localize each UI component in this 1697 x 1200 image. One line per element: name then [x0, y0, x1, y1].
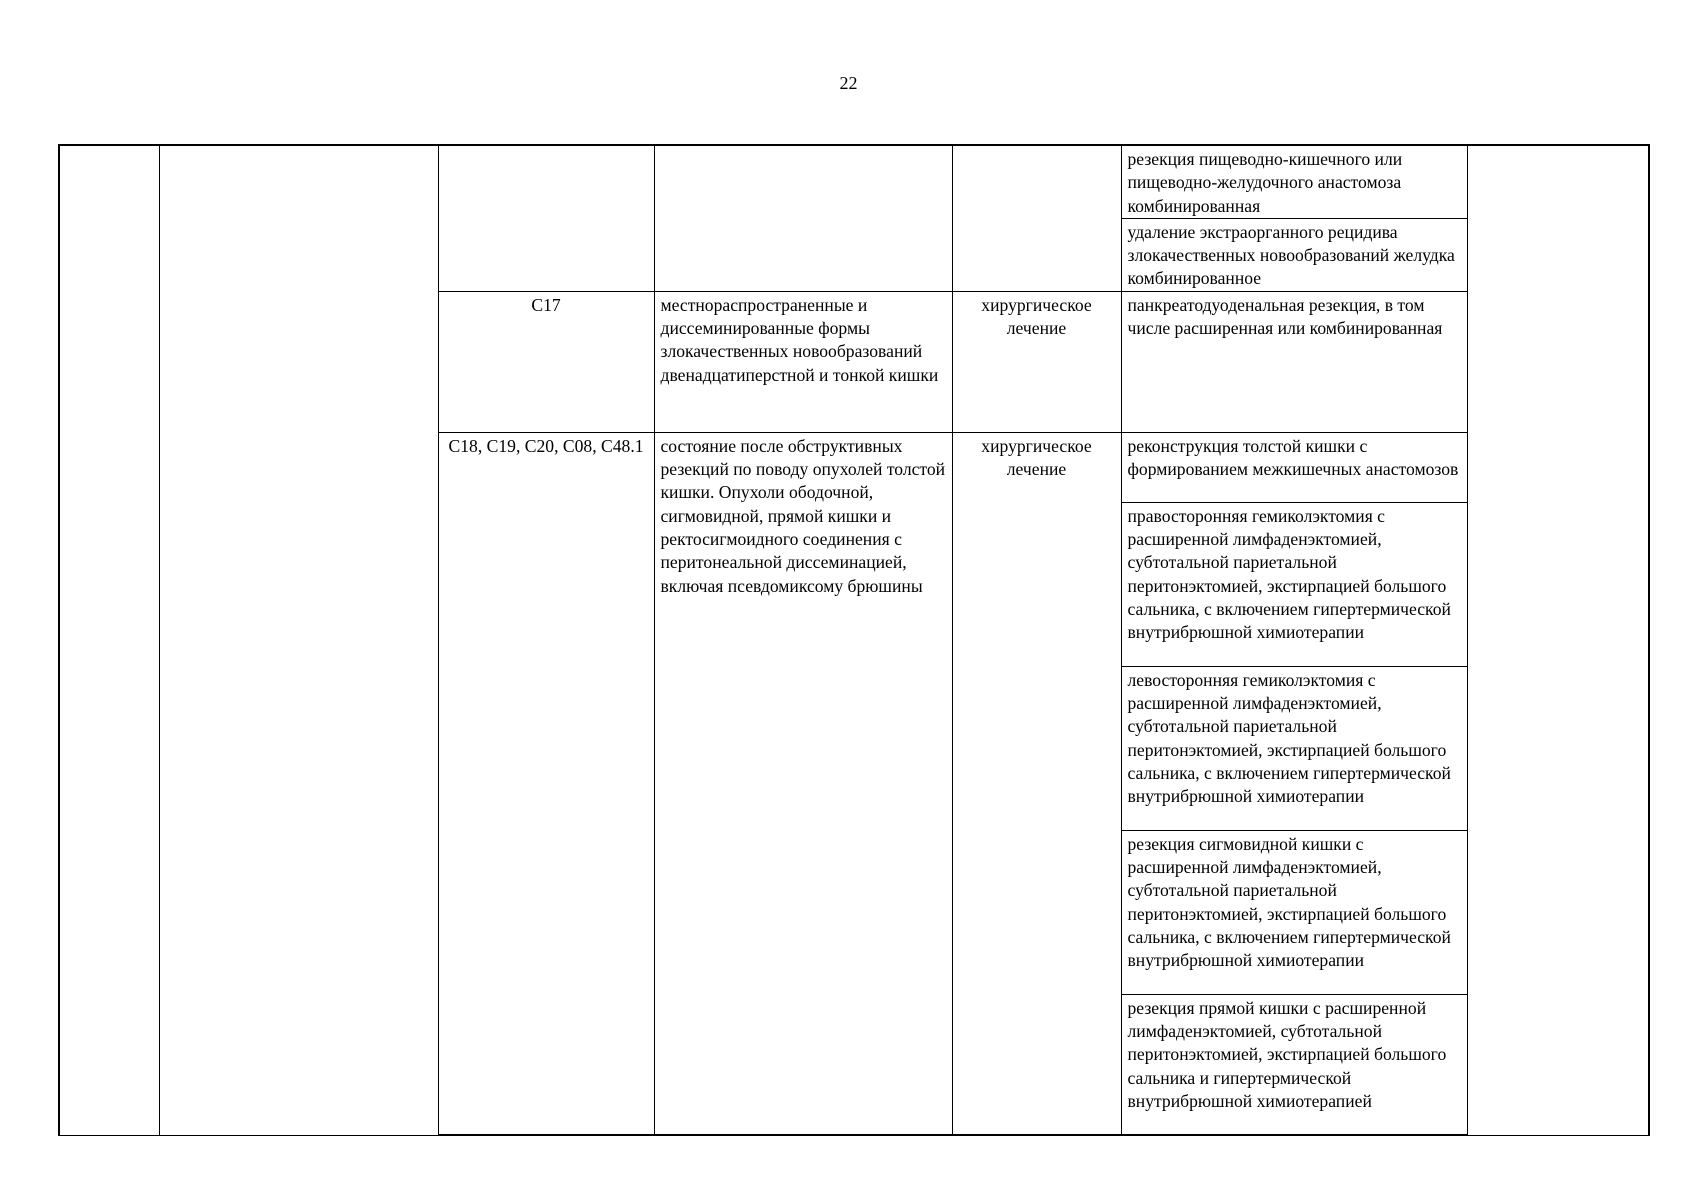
- cell-treatment: хирургическое лечение: [952, 291, 1121, 432]
- page-number: 22: [839, 73, 858, 93]
- services-table: [58, 144, 1650, 1136]
- cell-method: правосторонняя гемиколэктомия с расширенной лимфаденэктомией, субтотальной париетальной перитонэктомией, экстирпацией большого сальника, с включением гипертермической внутрибрюшной химиотерапии: [1121, 502, 1467, 666]
- cell-method: резекция пищеводно-кишечного или пищеводно-желудочного анастомоза комбинированная: [1121, 145, 1467, 218]
- cell-method: удаление экстраорганного рецидива злокачественных новообразований желудка комбинированное: [1121, 218, 1467, 291]
- cell-code: C17: [438, 291, 654, 432]
- cell-method: резекция прямой кишки с расширенной лимфаденэктомией, субтотальной перитонэктомией, экстирпацией большого сальника и гипертермической внутрибрюшной химиотерапией: [1121, 994, 1467, 1135]
- table-row: [59, 145, 1649, 218]
- cell-code: C18, C19, C20, C08, C48.1: [438, 432, 654, 1135]
- cell-model: местнораспространенные и диссеминированные формы злокачественных новообразований двенадцатиперстной и тонкой кишки: [654, 291, 952, 432]
- cell-treatment: хирургическое лечение: [952, 432, 1121, 1135]
- cell-profile: [159, 145, 438, 1135]
- cell-model: состояние после обструктивных резекций по поводу опухолей толстой кишки. Опухоли ободочной, сигмовидной, прямой кишки и ректосигмоидного соединения с перитонеальной диссеминацией, включая псевдомиксому брюшины: [654, 432, 952, 1135]
- cell-norm: [1467, 145, 1649, 1135]
- cell-method: левосторонняя гемиколэктомия с расширенной лимфаденэктомией, субтотальной париетальной перитонэктомией, экстирпацией большого сальника, с включением гипертермической внутрибрюшной химиотерапии: [1121, 666, 1467, 830]
- cell-number: [59, 145, 159, 1135]
- cell-method: панкреатодуоденальная резекция, в том числе расширенная или комбинированная: [1121, 291, 1467, 432]
- cell-code: [438, 145, 654, 291]
- cell-method: реконструкция толстой кишки с формированием межкишечных анастомозов: [1121, 432, 1467, 502]
- cell-treatment: [952, 145, 1121, 291]
- cell-model: [654, 145, 952, 291]
- cell-method: резекция сигмовидной кишки с расширенной лимфаденэктомией, субтотальной париетальной перитонэктомией, экстирпацией большого сальника, с включением гипертермической внутрибрюшной химиотерапии: [1121, 830, 1467, 994]
